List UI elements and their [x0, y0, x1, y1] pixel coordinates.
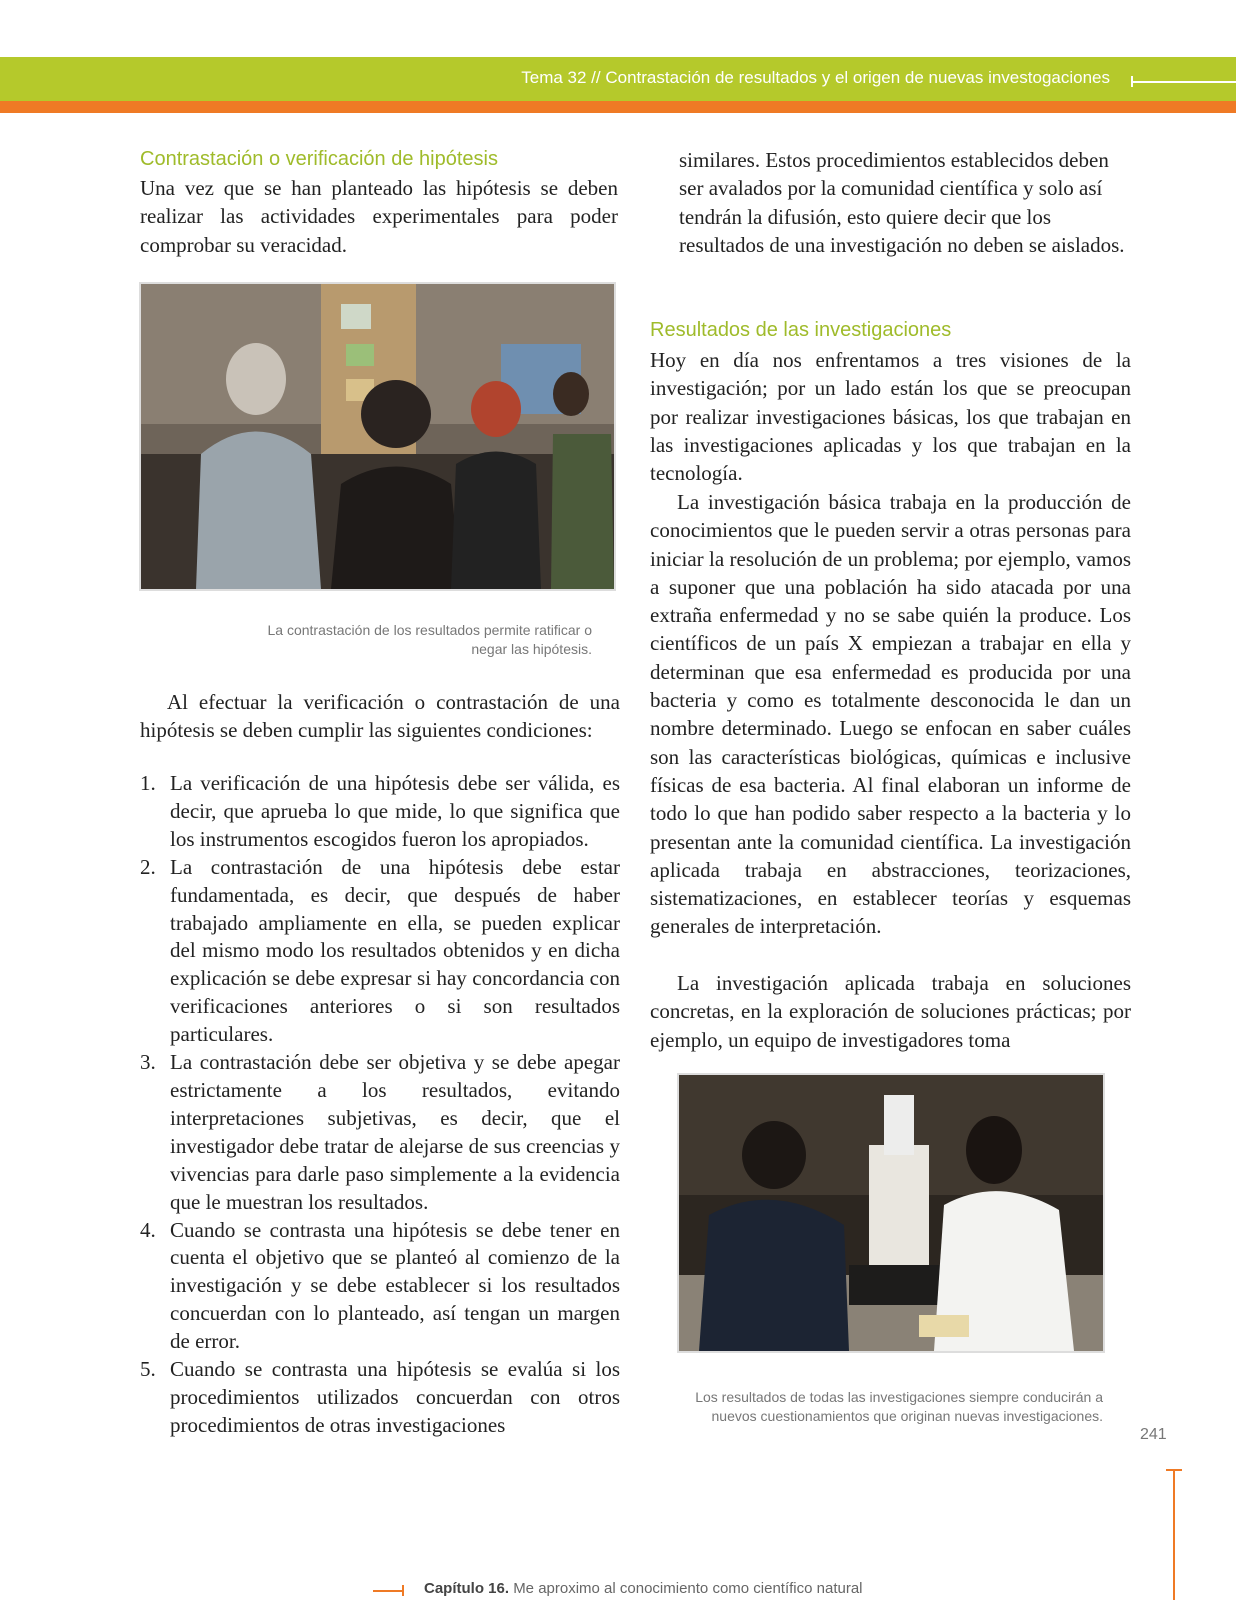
list-item-text: Cuando se contrasta una hipótesis se evalúa si los procedimientos utilizados concuerdan con otros procedimientos de otras investigaciones	[170, 1357, 620, 1437]
list-item-text: Cuando se contrasta una hipótesis se debe tener en cuenta el objetivo que se planteó al comienzo de la investigación y se debe establecer si los resultados concuerdan con lo planteado, así tengan un margen de error.	[170, 1217, 620, 1354]
right-continuation-paragraph: similares. Estos procedimientos establecidos deben ser avalados por la comunidad científica y solo así tendrán la difusión, esto quiere decir que los resultados de una investigación no deben se aislados.	[679, 148, 1125, 257]
list-item	[140, 1049, 620, 1216]
list-item-text: La contrastación de una hipótesis debe estar fundamentada, es decir, que después de haber trabajado ampliamente en ella, se pueden explicar del mismo modo los resultados obtenidos y en dicha explicación se debe expresar si hay concordancia con verificaciones anteriores o si son resultados particulares.	[170, 854, 620, 1047]
footer-mark-tick	[402, 1585, 404, 1596]
right-paragraph-2: La investigación básica trabaja en la producción de conocimientos que le pueden servir a otras personas para iniciar la resolución de un problema; por ejemplo, vamos a suponer que una población ha sido atacada por una extraña enfermedad y no se sabe quién la produce. Los científicos de un país X empiezan a trabajar en ella y determinan que esa enfermedad es producida por una bacteria y como es totalmente desconocida le dan un nombre determinado. Luego se enfocan en saber cuáles son las características biológicas, químicas e inclusive físicas de esa bacteria. Al final elaboran un informe de todo lo que han podido saber respecto a la bacteria y lo presentan ante la comunidad científica. La investigación aplicada trabaja en abstracciones, teorizaciones, sistematizaciones, en establecer teorías y esquemas generales de interpretación.	[650, 490, 1131, 939]
side-rule	[1173, 1470, 1175, 1600]
list-item-number: 4.	[140, 1217, 156, 1242]
list-item-number: 1.	[140, 771, 156, 795]
list-item	[140, 770, 620, 854]
header-accent-stripe	[0, 101, 1236, 113]
left-intro-paragraph: Una vez que se han planteado las hipótesis se deben realizar las actividades experimentales para poder comprobar su veracidad.	[140, 176, 618, 257]
list-item	[140, 854, 620, 1049]
list-item-number: 5.	[140, 1357, 156, 1382]
list-item-text: La contrastación debe ser objetiva y se debe apegar estrictamente a los resultados, evitando interpretaciones subjetivas, es decir, que el investigador debe tratar de alejarse de sus creencias y vivencias para darle paso simplemente a la evidencia que le muestran los resultados.	[170, 1050, 620, 1214]
header-rule	[1132, 81, 1236, 83]
photo-lab-microscope-image	[679, 1075, 1103, 1351]
header-title: Tema 32 // Contrastación de resultados y el origen de nuevas investogaciones	[521, 68, 1110, 87]
list-item-number: 2.	[140, 854, 156, 879]
photo-lab-microscope	[679, 1075, 1103, 1351]
page-number: 241	[1140, 1426, 1167, 1443]
photo-group-discussion	[141, 284, 614, 589]
photo-group-discussion-image	[141, 284, 614, 589]
list-item	[140, 1217, 620, 1357]
footer-title: Me aproximo al conocimiento como científico natural	[513, 1580, 863, 1597]
photo-caption-lab: Los resultados de todas las investigaciones siempre conducirán a nuevos cuestionamientos que originan nuevas investigaciones.	[695, 1389, 1103, 1424]
photo-caption-group: La contrastación de los resultados permite ratificar o negar las hipótesis.	[267, 622, 592, 657]
footer-chapter: Capítulo 16.	[424, 1580, 510, 1597]
conditions-list	[140, 770, 620, 1440]
right-paragraph-3: La investigación aplicada trabaja en soluciones concretas, en la exploración de soluciones prácticas; por ejemplo, un equipo de investigadores toma	[650, 971, 1131, 1052]
footer-mark	[373, 1590, 403, 1592]
section-heading-resultados: Resultados de las investigaciones	[650, 319, 952, 341]
footer	[424, 1580, 863, 1597]
conditions-intro-paragraph: Al efectuar la verificación o contrastación de una hipótesis se deben cumplir las siguientes condiciones:	[140, 690, 620, 743]
section-heading-contrastacion: Contrastación o verificación de hipótesis	[140, 148, 498, 170]
list-item	[140, 1356, 620, 1440]
right-paragraph-1: Hoy en día nos enfrentamos a tres visiones de la investigación; por un lado están los que se preocupan por realizar investigaciones básicas, los que trabajan en las investigaciones aplicadas y los que trabajan en la tecnología.	[650, 348, 1131, 486]
list-item-number: 3.	[140, 1050, 156, 1075]
list-item-text: La verificación de una hipótesis debe ser válida, es decir, que aprueba lo que mide, lo que significa que los instrumentos escogidos fueron los apropiados.	[170, 771, 620, 851]
